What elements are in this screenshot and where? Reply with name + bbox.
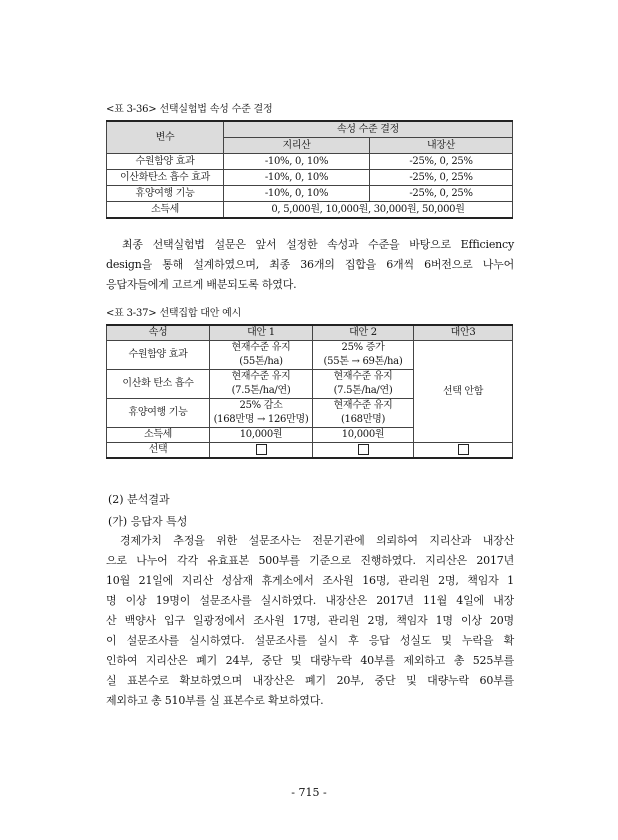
paragraph-line: 인하여 지리산은 폐기 24부, 중단 및 대량누락 40부를 제외하고 총 525부를	[106, 654, 514, 667]
cell-alt1	[210, 399, 313, 428]
header-naejangsan: 내장산	[370, 138, 513, 154]
header-attr: 변수	[107, 121, 224, 154]
row-name: 수원함양 효과	[107, 341, 210, 370]
cell-line: 현재수준 유지	[333, 400, 393, 411]
checkbox-alt2[interactable]	[358, 444, 369, 455]
paragraph-design	[106, 235, 514, 295]
cell-jirisan: -10%, 0, 10%	[224, 170, 370, 186]
cell-naejangsan: -25%, 0, 25%	[370, 170, 513, 186]
cell-alt2	[313, 341, 414, 370]
cell-line: (55톤 → 69톤/ha)	[323, 356, 403, 367]
table-row	[107, 341, 513, 370]
row-name: 이산화탄소 흡수 효과	[107, 170, 224, 186]
paragraph-line: 제외하고 총 510부를 실 표본수로 확보하였다.	[106, 694, 324, 707]
table2-caption: <표 3-37> 선택집합 대안 예시	[106, 308, 242, 319]
cell-line: 현재수준 유지	[231, 371, 291, 382]
table-row	[107, 154, 513, 170]
cell-line: (55톤/ha)	[239, 356, 283, 367]
row-name: 수원함양 효과	[107, 154, 224, 170]
checkbox-alt3[interactable]	[458, 444, 469, 455]
cell-line: (7.5톤/ha/연)	[231, 385, 291, 396]
paragraph-line: 이 설문조사를 실시하였다. 설문조사를 실시 후 응답 성실도 및 누락을 확	[106, 634, 514, 647]
cell-line: (168만명)	[340, 414, 386, 425]
cell-line: 현재수준 유지	[231, 342, 291, 353]
choice-alt1	[210, 443, 313, 459]
cell-tax-value: 0, 5,000원, 10,000원, 30,000원, 50,000원	[224, 202, 513, 219]
table-row	[107, 170, 513, 186]
row-name: 소득세	[107, 428, 210, 443]
table-row	[107, 186, 513, 202]
cell-jirisan: -10%, 0, 10%	[224, 154, 370, 170]
row-name: 이산화 탄소 흡수	[107, 370, 210, 399]
paragraph-line: 산 백양사 입구 일광정에서 조사원 17명, 관리원 2명, 책임자 1명 이상 20명	[106, 614, 514, 627]
cell-alt1: 10,000원	[210, 428, 313, 443]
section-heading: (2) 분석결과	[108, 493, 170, 506]
cell-line: (7.5톤/ha/연)	[333, 385, 393, 396]
cell-alt2	[313, 370, 414, 399]
page-number: - 715 -	[291, 786, 327, 799]
row-name: 선택	[107, 443, 210, 459]
attribute-level-table	[106, 120, 513, 219]
cell-alt2: 10,000원	[313, 428, 414, 443]
row-name: 휴양여행 기능	[107, 399, 210, 428]
cell-alt3-no-choice: 선택 안함	[414, 341, 513, 443]
cell-alt1	[210, 370, 313, 399]
cell-naejangsan: -25%, 0, 25%	[370, 186, 513, 202]
header-jirisan: 지리산	[224, 138, 370, 154]
table1-caption: <표 3-36> 선택실험법 속성 수준 결정	[106, 104, 273, 115]
header-attr: 속성	[107, 325, 210, 341]
paragraph-line: 경제가치 추정을 위한 설문조사는 전문기관에 의뢰하여 지리산과 내장산	[120, 534, 514, 547]
choice-alt2	[313, 443, 414, 459]
header-level: 속성 수준 결정	[224, 121, 513, 138]
paragraph-line: 응답자들에게 고르게 배분되도록 하였다.	[106, 278, 297, 291]
subsection-heading: (가) 응답자 특성	[108, 515, 188, 528]
cell-naejangsan: -25%, 0, 25%	[370, 154, 513, 170]
paragraph-line: 실 표본수로 확보하였으며 내장산은 폐기 20부, 중단 및 대량누락 60부를	[106, 674, 514, 687]
header-alt3: 대안3	[414, 325, 513, 341]
cell-line: 현재수준 유지	[333, 371, 393, 382]
row-name: 휴양여행 기능	[107, 186, 224, 202]
cell-line: 25% 감소	[239, 400, 283, 411]
paragraph-line: 최종 선택실험법 설문은 앞서 설정한 속성과 수준을 바탕으로 Efficiency	[122, 238, 514, 251]
paragraph-line: 명 이상 19명이 설문조사를 실시하였다. 내장산은 2017년 11월 4일에 내장	[106, 594, 514, 607]
cell-line: (168만명 → 126만명)	[213, 414, 309, 425]
cell-alt2	[313, 399, 414, 428]
paragraph-line: 10월 21일에 지리산 성삼재 휴게소에서 조사원 16명, 관리원 2명, 책임자 1	[106, 574, 514, 587]
checkbox-alt1[interactable]	[256, 444, 267, 455]
paragraph-line: design을 통해 설계하였으며, 최종 36개의 집합을 6개씩 6버전으로 나누어	[106, 258, 514, 271]
choice-alt3	[414, 443, 513, 459]
header-alt2: 대안 2	[313, 325, 414, 341]
table-row	[107, 443, 513, 459]
cell-jirisan: -10%, 0, 10%	[224, 186, 370, 202]
choice-set-table	[106, 324, 513, 459]
cell-line: 25% 증가	[341, 342, 385, 353]
cell-alt1	[210, 341, 313, 370]
paragraph-respondents	[106, 531, 514, 711]
header-alt1: 대안 1	[210, 325, 313, 341]
paragraph-line: 으로 나누어 각각 유효표본 500부를 기준으로 진행하였다. 지리산은 2017년	[106, 554, 514, 567]
row-name: 소득세	[107, 202, 224, 219]
table-row	[107, 202, 513, 219]
